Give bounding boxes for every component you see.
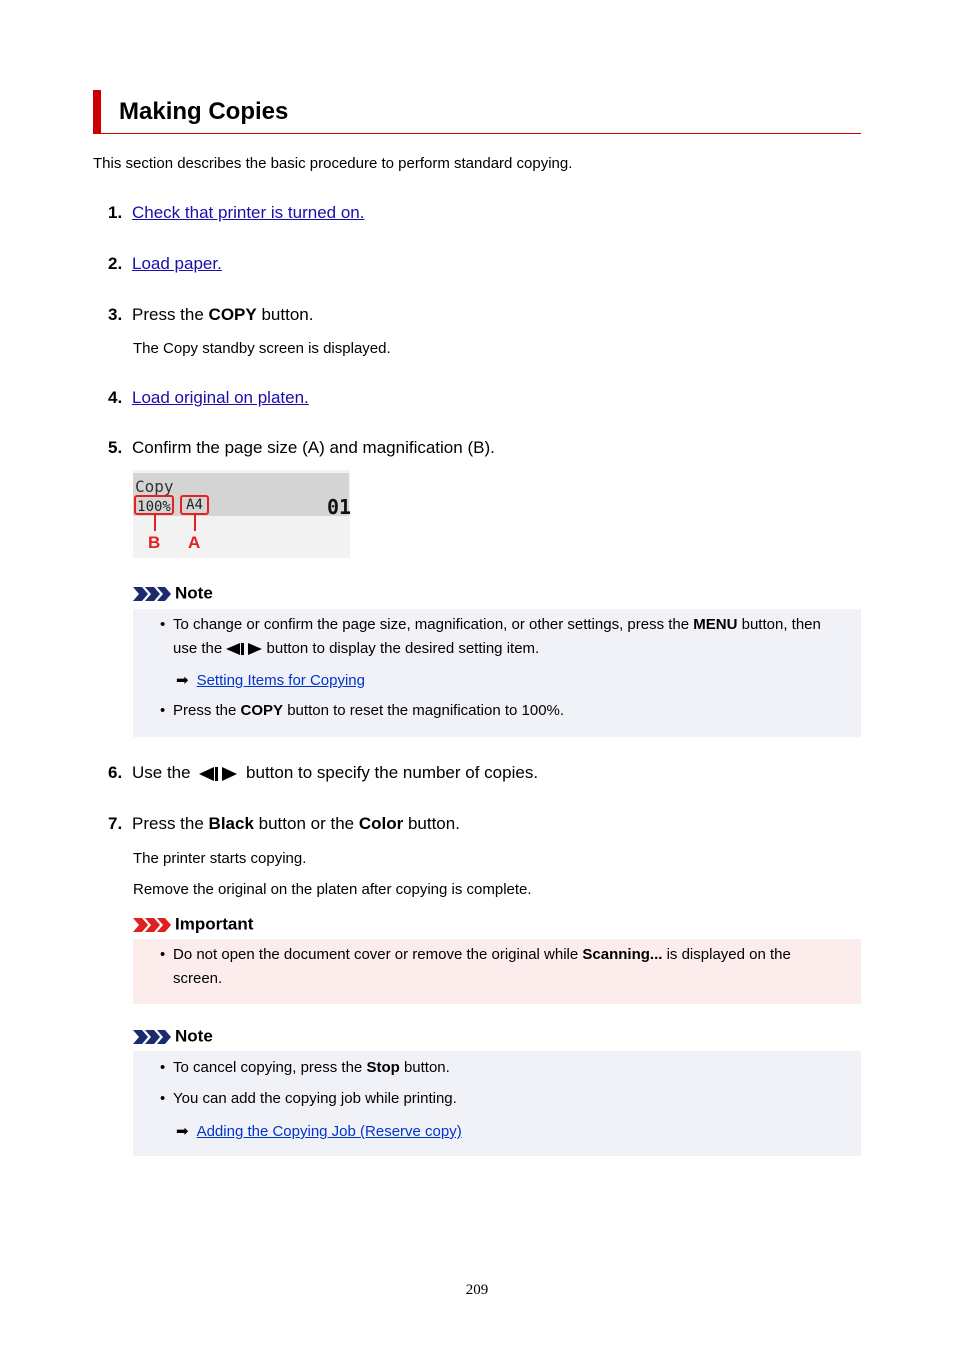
menu-label: MENU — [693, 616, 738, 633]
bullet-text: use the — [173, 640, 227, 657]
bullet-text: is displayed on the — [662, 946, 791, 963]
lcd-copy-count: 01 — [327, 495, 352, 519]
copy-button-label: COPY — [208, 305, 257, 324]
step-1 — [108, 203, 364, 223]
step-text: button to specify the number of copies. — [241, 763, 539, 782]
bullet-text: You can add the copying job while printing. — [173, 1090, 457, 1107]
step-text: Press the — [132, 305, 209, 324]
step-3 — [108, 305, 313, 325]
lcd-copy-label: Copy — [135, 477, 174, 496]
step-number: 3. — [108, 305, 123, 324]
bullet-text: To change or confirm the page size, magnification, or other settings, press the — [173, 616, 694, 633]
check-printer-on-link[interactable]: Check that printer is turned on. — [132, 203, 365, 222]
load-paper-link[interactable]: Load paper. — [132, 254, 222, 273]
callout-line-a — [194, 515, 196, 531]
step-5 — [108, 438, 495, 458]
note-chevrons-icon — [133, 1030, 171, 1044]
stop-label: Stop — [366, 1059, 400, 1076]
page-number: 209 — [465, 1282, 489, 1298]
step-7 — [108, 814, 460, 834]
step-text: button. — [403, 814, 460, 833]
note-reference — [176, 1122, 462, 1140]
note-title: Note — [175, 583, 213, 603]
important-heading — [133, 914, 253, 934]
scanning-label: Scanning... — [582, 946, 663, 963]
color-button-label: Color — [358, 814, 404, 833]
bullet-text: button. — [399, 1059, 450, 1076]
step-number: 5. — [108, 438, 123, 457]
important-chevrons-icon — [133, 918, 171, 932]
setting-items-link[interactable]: Setting Items for Copying — [196, 672, 365, 689]
step-7-detail: Remove the original on the platen after copying is complete. — [133, 881, 532, 898]
black-button-label: Black — [208, 814, 254, 833]
heading-accent-bar — [93, 90, 101, 133]
step-text: Confirm the page size (A) and magnification (B). — [132, 438, 495, 457]
callout-line-b — [154, 515, 156, 531]
intro-text: This section describes the basic procedure to perform standard copying. — [93, 155, 573, 172]
step-6 — [108, 763, 538, 783]
step-number: 7. — [108, 814, 123, 833]
important-title: Important — [175, 914, 254, 934]
step-number: 1. — [108, 203, 123, 222]
bullet-text: button to reset the magnification to 100%. — [283, 702, 565, 719]
callout-label-b: B — [148, 533, 161, 552]
step-4 — [108, 388, 309, 408]
copy-label: COPY — [240, 702, 284, 719]
arrow-right-icon: ➡ — [176, 1123, 189, 1140]
step-text: button. — [256, 305, 314, 324]
step-number: 4. — [108, 388, 123, 407]
section-heading — [93, 90, 861, 134]
note-heading — [133, 583, 213, 603]
bullet-text: screen. — [173, 970, 223, 987]
step-text: button or the — [253, 814, 359, 833]
step-number: 2. — [108, 254, 123, 273]
left-right-button-icon — [199, 767, 237, 781]
lcd-magnification: 100% — [134, 495, 174, 515]
bullet-text: button to display the desired setting item. — [262, 640, 540, 657]
lcd-page-size: A4 — [180, 495, 209, 515]
bullet-text: button, then — [737, 616, 821, 633]
step-2 — [108, 254, 222, 274]
note-heading — [133, 1026, 213, 1046]
step-7-detail: The printer starts copying. — [133, 850, 307, 867]
step-text: Press the — [132, 814, 209, 833]
note-chevrons-icon — [133, 587, 171, 601]
note-reference — [176, 671, 365, 689]
step-number: 6. — [108, 763, 123, 782]
bullet-text: To cancel copying, press the — [173, 1059, 367, 1076]
bullet-text: Press the — [173, 702, 241, 719]
load-original-link[interactable]: Load original on platen. — [132, 388, 309, 407]
page: Making Copies This section describes the basic procedure to perform standard copying. 1. Check that printer is turned on. 2. Load paper. 3. Press the COPY button. The Copy standby screen is displayed. 4. Load original on platen. 5. Confirm the page size (A) and magnification (B). Copy 100% A4 01 B A Note • To change or confirm the page size, magnification, or other settings, press the MENU button, then use the button to display the desired setting item. ➡ Setting Items for Copying • Press the COPY button to reset the magnification to 100%. 6. Use the button to specify the number of copies. 7. Press the Black button or the Color button. The printer starts copying. Remove the original on the platen after copying is complete. Important • Do not open the document cover or remove the original while Scanning... is displayed on the screen. Note • To cancel copying, press the Stop button. • You can add the copying job while printing. ➡ Adding the Copying Job (Reserve copy) 209 — [0, 0, 954, 1350]
left-right-button-icon — [226, 643, 262, 655]
reserve-copy-link[interactable]: Adding the Copying Job (Reserve copy) — [196, 1123, 462, 1140]
lcd-display — [133, 473, 352, 519]
arrow-right-icon: ➡ — [176, 672, 189, 689]
bullet-text: Do not open the document cover or remove the original while — [173, 946, 583, 963]
step-text: Use the — [132, 763, 196, 782]
lcd-screen-illustration — [133, 470, 350, 558]
page-title: Making Copies — [119, 98, 289, 125]
step-3-detail: The Copy standby screen is displayed. — [133, 340, 391, 357]
callout-label-a: A — [188, 533, 201, 552]
note-title: Note — [175, 1026, 213, 1046]
